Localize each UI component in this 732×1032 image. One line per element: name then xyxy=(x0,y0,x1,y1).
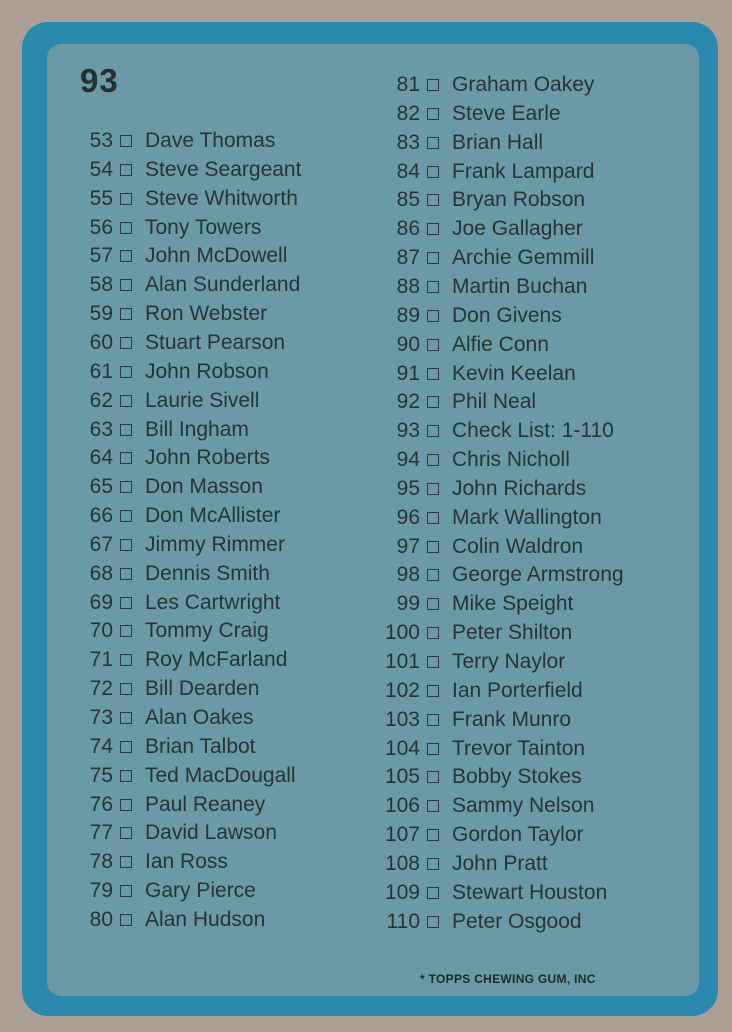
player-name: Alan Oakes xyxy=(145,706,254,729)
player-name: Alfie Conn xyxy=(452,332,549,356)
card-entry-number: 93 xyxy=(396,419,420,443)
checkbox-square xyxy=(120,856,132,868)
player-name: Don Masson xyxy=(145,475,263,499)
checkbox-square xyxy=(120,885,132,897)
player-name: Don McAllister xyxy=(145,504,281,528)
card-entry-number: 80 xyxy=(89,907,113,931)
player-name: Roy McFarland xyxy=(145,648,288,672)
checkbox-square xyxy=(120,250,132,262)
copyright-line: * TOPPS CHEWING GUM, INC xyxy=(420,972,596,986)
card-entry-number: 103 xyxy=(384,707,420,731)
checkbox-square xyxy=(427,252,439,264)
player-name: Alan Hudson xyxy=(145,907,266,931)
card-entry-number: 83 xyxy=(396,130,420,154)
player-name: Don Givens xyxy=(452,303,562,327)
card-entry-number: 98 xyxy=(396,563,420,587)
checkbox-square xyxy=(427,829,439,841)
player-name: Dave Thomas xyxy=(145,129,276,152)
player-name: Les Cartwright xyxy=(145,590,281,614)
checkbox-square xyxy=(120,222,132,234)
player-name: John Pratt xyxy=(452,851,548,875)
player-name: Gordon Taylor xyxy=(452,823,584,847)
player-name: Bill Ingham xyxy=(145,417,249,441)
card-entry-number: 74 xyxy=(89,734,113,758)
player-name: Brian Talbot xyxy=(145,734,256,758)
player-name: Steve Whitworth xyxy=(145,186,298,210)
checkbox-square xyxy=(427,714,439,726)
checkbox-square xyxy=(120,452,132,464)
card-number: 93 xyxy=(80,62,119,99)
checkbox-square xyxy=(120,625,132,637)
card-entry-number: 61 xyxy=(89,359,113,383)
player-name: Joe Gallagher xyxy=(452,217,583,241)
checkbox-square xyxy=(427,454,439,466)
player-name: Tommy Craig xyxy=(145,619,269,643)
checkbox-square xyxy=(427,771,439,783)
player-name: Archie Gemmill xyxy=(452,246,595,270)
checkbox-square xyxy=(120,164,132,176)
checkbox-square xyxy=(120,193,132,205)
checkbox-square xyxy=(427,743,439,755)
player-name: Dennis Smith xyxy=(145,561,270,585)
player-name: David Lawson xyxy=(145,821,277,845)
card-entry-number: 86 xyxy=(396,217,420,241)
player-name: Terry Naylor xyxy=(452,650,566,673)
checkbox-square xyxy=(427,916,439,928)
card-entry-number: 54 xyxy=(89,157,113,181)
card-entry-number: 82 xyxy=(396,101,420,125)
checkbox-square xyxy=(120,827,132,839)
checkbox-square xyxy=(427,79,439,91)
player-name: Bobby Stokes xyxy=(452,765,582,789)
checkbox-square xyxy=(120,654,132,666)
checkbox-square xyxy=(120,424,132,436)
checkbox-square xyxy=(427,858,439,870)
player-name: Bill Dearden xyxy=(145,677,260,701)
card-entry-number: 105 xyxy=(384,765,420,789)
card-entry-number: 57 xyxy=(89,244,113,268)
card-entry-number: 60 xyxy=(89,330,113,354)
player-name: Gary Pierce xyxy=(145,879,256,903)
card-entry-number: 99 xyxy=(396,592,420,616)
card-entry-number: 94 xyxy=(396,448,420,472)
card-entry-number: 69 xyxy=(89,590,113,614)
player-name: Frank Lampard xyxy=(452,159,595,183)
card-entry-number: 102 xyxy=(384,678,420,702)
player-name: Chris Nicholl xyxy=(452,448,570,472)
player-name: Mark Wallington xyxy=(452,505,602,529)
card-entry-number: 84 xyxy=(396,159,420,183)
checkbox-square xyxy=(120,741,132,753)
card-entry-number: 71 xyxy=(89,648,113,672)
player-name: John Richards xyxy=(452,476,587,500)
checkbox-square xyxy=(427,166,439,178)
card-entry-number: 73 xyxy=(89,706,113,729)
card-entry-number: 62 xyxy=(89,388,113,412)
player-name: Jimmy Rimmer xyxy=(145,532,285,556)
card-entry-number: 66 xyxy=(89,504,113,528)
card-entry-number: 97 xyxy=(396,534,420,558)
player-name: Peter Shilton xyxy=(452,621,573,645)
player-name: Martin Buchan xyxy=(452,274,588,298)
checkbox-square xyxy=(427,425,439,437)
card-entry-number: 100 xyxy=(384,621,420,645)
checkbox-square xyxy=(427,800,439,812)
checkbox-square xyxy=(427,656,439,668)
checkbox-square xyxy=(120,683,132,695)
checkbox-square xyxy=(120,308,132,320)
player-name: Mike Speight xyxy=(452,592,574,616)
checkbox-square xyxy=(120,510,132,522)
player-name: John Robson xyxy=(145,359,269,383)
player-name: Paul Reaney xyxy=(145,792,266,816)
card-entry-number: 107 xyxy=(384,823,420,847)
card-entry-number: 85 xyxy=(396,188,420,212)
player-name: Bryan Robson xyxy=(452,188,586,212)
card-entry-number: 78 xyxy=(89,850,113,874)
card-entry-number: 87 xyxy=(396,246,420,270)
card-entry-number: 53 xyxy=(89,129,113,152)
card-entry-number: 70 xyxy=(89,619,113,643)
card-entry-number: 106 xyxy=(384,794,420,818)
checkbox-square xyxy=(427,137,439,149)
checkbox-square xyxy=(427,223,439,235)
card-entry-number: 108 xyxy=(384,851,420,875)
player-name: Phil Neal xyxy=(452,390,537,414)
card-entry-number: 59 xyxy=(89,302,113,326)
checkbox-square xyxy=(120,395,132,407)
player-name: Tony Towers xyxy=(145,215,262,239)
card-entry-number: 56 xyxy=(89,215,113,239)
card-entry-number: 77 xyxy=(89,821,113,845)
player-name: John Roberts xyxy=(145,446,270,470)
player-name: Graham Oakey xyxy=(452,73,595,96)
player-name: Sammy Nelson xyxy=(452,794,595,818)
card-entry-number: 72 xyxy=(89,677,113,701)
checkbox-square xyxy=(427,569,439,581)
checkbox-square xyxy=(427,108,439,120)
player-name: Steve Earle xyxy=(452,101,561,125)
player-name: Trevor Tainton xyxy=(452,736,586,760)
player-name: Kevin Keelan xyxy=(452,361,576,385)
card-entry-number: 88 xyxy=(396,274,420,298)
checkbox-square xyxy=(120,914,132,926)
player-name: Check List: 1-110 xyxy=(452,419,614,443)
checkbox-square xyxy=(427,627,439,639)
card-entry-number: 55 xyxy=(89,186,113,210)
card-entry-number: 65 xyxy=(89,475,113,499)
checkbox-square xyxy=(427,887,439,899)
player-name: Laurie Sivell xyxy=(145,388,260,412)
player-name: Stewart Houston xyxy=(452,880,608,904)
checkbox-square xyxy=(427,685,439,697)
checkbox-square xyxy=(120,712,132,724)
card-entry-number: 58 xyxy=(89,273,113,297)
card-entry-number: 81 xyxy=(396,73,420,96)
player-name: Ian Ross xyxy=(145,850,228,874)
checkbox-square xyxy=(120,135,132,147)
player-name: Frank Munro xyxy=(452,707,572,731)
checkbox-square xyxy=(120,597,132,609)
checkbox-square xyxy=(427,598,439,610)
card-entry-number: 90 xyxy=(396,332,420,356)
checkbox-square xyxy=(120,770,132,782)
checkbox-square xyxy=(427,368,439,380)
card-entry-number: 89 xyxy=(396,303,420,327)
player-name: Ron Webster xyxy=(145,302,268,326)
player-name: Stuart Pearson xyxy=(145,330,286,354)
player-name: Ian Porterfield xyxy=(452,678,583,702)
player-name: George Armstrong xyxy=(452,563,624,587)
checkbox-square xyxy=(120,279,132,291)
card-entry-number: 68 xyxy=(89,561,113,585)
card-entry-number: 109 xyxy=(384,880,420,904)
checkbox-square xyxy=(427,541,439,553)
player-name: Colin Waldron xyxy=(452,534,584,558)
checkbox-square xyxy=(427,483,439,495)
checkbox-square xyxy=(427,512,439,524)
player-name: Peter Osgood xyxy=(452,909,582,933)
card-entry-number: 64 xyxy=(89,446,113,470)
player-name: Steve Seargeant xyxy=(145,157,302,181)
card-entry-number: 110 xyxy=(386,909,420,933)
card-entry-number: 96 xyxy=(396,505,420,529)
card-entry-number: 95 xyxy=(396,476,420,500)
player-name: Alan Sunderland xyxy=(145,273,301,297)
checkbox-square xyxy=(120,799,132,811)
card-entry-number: 79 xyxy=(89,879,113,903)
card-entry-number: 101 xyxy=(384,650,420,673)
card-entry-number: 92 xyxy=(396,390,420,414)
checkbox-square xyxy=(427,339,439,351)
checkbox-square xyxy=(427,396,439,408)
card-entry-number: 63 xyxy=(89,417,113,441)
checkbox-square xyxy=(427,281,439,293)
checkbox-square xyxy=(120,337,132,349)
checkbox-square xyxy=(120,481,132,493)
checkbox-square xyxy=(427,310,439,322)
card-entry-number: 67 xyxy=(89,532,113,556)
checkbox-square xyxy=(120,568,132,580)
checkbox-square xyxy=(427,194,439,206)
card-entry-number: 91 xyxy=(396,361,420,385)
checkbox-square xyxy=(120,539,132,551)
card-entry-number: 76 xyxy=(89,792,113,816)
player-name: Brian Hall xyxy=(452,130,544,154)
card-entry-number: 75 xyxy=(89,763,113,787)
player-name: John McDowell xyxy=(145,244,288,268)
card-entry-number: 104 xyxy=(384,736,420,760)
player-name: Ted MacDougall xyxy=(145,763,296,787)
checkbox-square xyxy=(120,366,132,378)
